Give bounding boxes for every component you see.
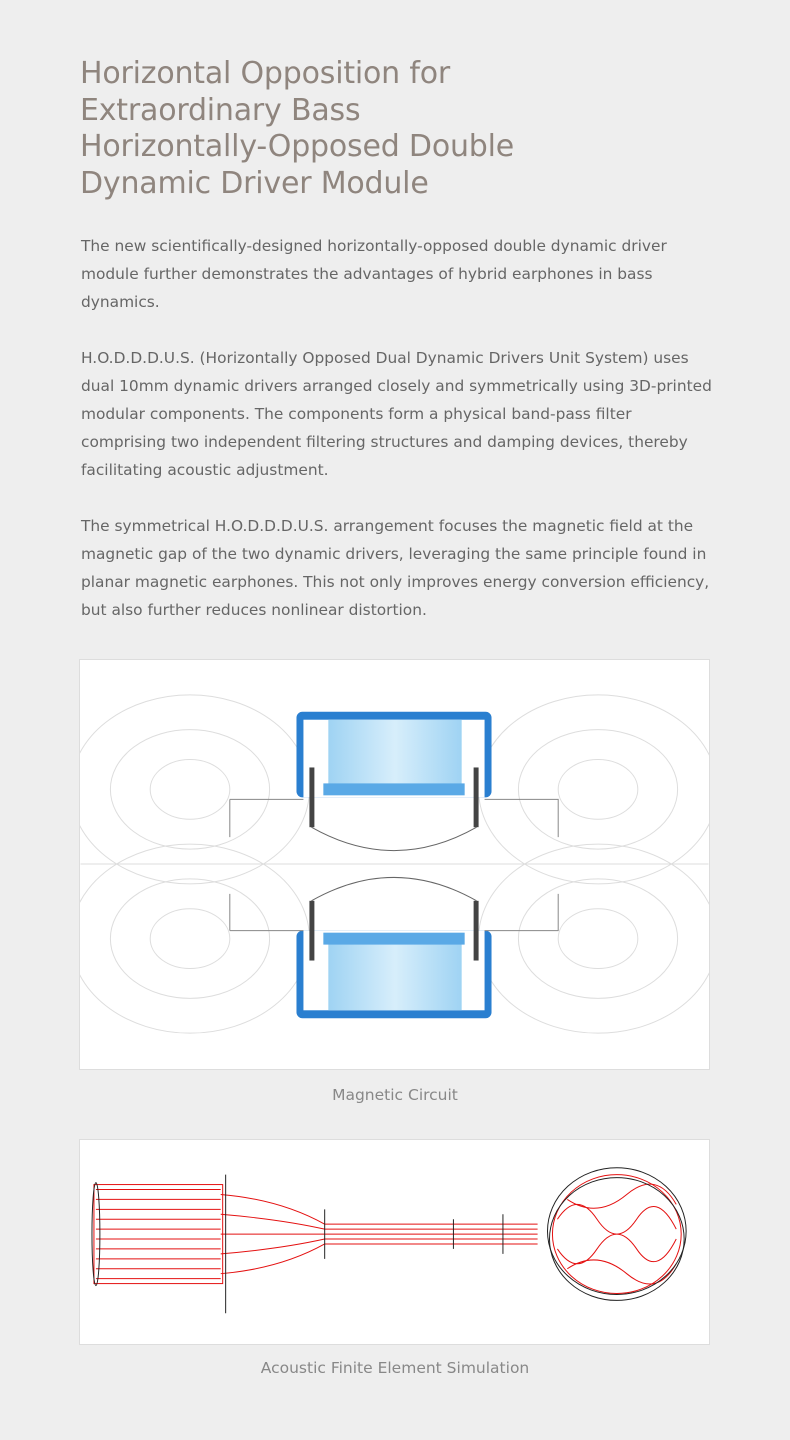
magnetic-circuit-figure bbox=[79, 659, 710, 1070]
driver-top bbox=[230, 712, 558, 851]
hoddddus-paragraph: H.O.D.D.D.U.S. (Horizontally Opposed Dual Dynamic Drivers Unit System) uses dual 10mm dynamic drivers arranged closely and symmetrically using 3D-printed modular components. The components form a physical band-pass filter comprising two independent filtering structures and damping devices, thereby facilitating acoustic adjustment. bbox=[81, 349, 712, 479]
figure-caption: Magnetic Circuit bbox=[332, 1086, 458, 1104]
page-title bbox=[80, 56, 720, 202]
acoustic-simulation-diagram bbox=[80, 1140, 709, 1344]
title-line: Dynamic Driver Module bbox=[80, 165, 429, 201]
acoustic-simulation-figure bbox=[79, 1139, 710, 1345]
driver-bottom bbox=[230, 877, 558, 1018]
figure-caption: Acoustic Finite Element Simulation bbox=[260, 1359, 530, 1377]
title-line: Extraordinary Bass bbox=[80, 92, 361, 128]
title-line: Horizontally-Opposed Double bbox=[80, 129, 515, 164]
magnetic-circuit-diagram bbox=[80, 660, 709, 1069]
intro-paragraph: The new scientifically-designed horizontally-opposed double dynamic driver module further demonstrates the advantages of hybrid earphones in bass dynamics. bbox=[81, 237, 667, 311]
magnetic-paragraph: The symmetrical H.O.D.D.D.U.S. arrangement focuses the magnetic field at the magnetic gap of the two dynamic drivers, leveraging the same principle found in planar magnetic earphones. This not only improves energy conversion efficiency, but also further reduces nonlinear distortion. bbox=[81, 517, 710, 619]
title-line: Horizontal Opposition for bbox=[80, 56, 450, 91]
